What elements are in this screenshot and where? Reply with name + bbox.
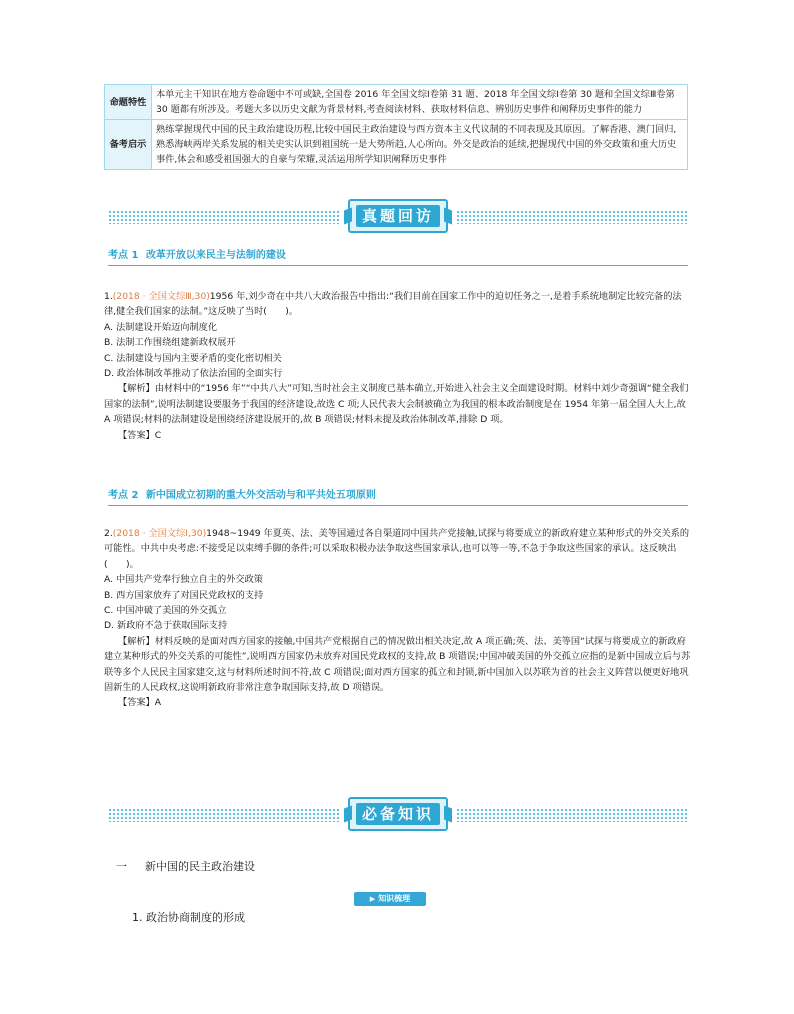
question-stem	[104, 526, 692, 572]
table-label-cell: 备考启示	[105, 120, 152, 170]
table-label-cell: 命题特性	[105, 85, 152, 120]
kaodian-heading-2	[108, 489, 688, 506]
section-banner-zhenti	[108, 198, 688, 238]
section-heading	[116, 858, 255, 874]
question-source: (2018 · 全国文综Ⅲ,30)	[112, 291, 210, 302]
question-source: (2018 · 全国文综Ⅰ,30)	[112, 528, 207, 539]
option-d: D. 政治体制改革推动了依法治国的全面实行	[104, 368, 283, 380]
dotted-divider-left	[108, 210, 340, 224]
option-b: B. 西方国家放弃了对国民党政权的支持	[104, 589, 264, 601]
knowledge-tag-label: 知识梳理	[378, 894, 411, 903]
question-1	[104, 289, 692, 443]
play-arrow-icon: ▶	[369, 895, 376, 903]
table-content-cell: 本单元主干知识在地方卷命题中不可或缺,全国卷 2016 年全国文综Ⅰ卷第 31 题、2018 年全国文综Ⅰ卷第 30 题和全国文综Ⅲ卷第 30 题都有所涉及。考题大多以历史文献为背景材料,考查阅读材料、获取材料信息、辨别历史事件和阐释历史事件的能力	[152, 85, 688, 120]
question-number: 2.	[104, 528, 113, 539]
info-table	[104, 84, 688, 170]
option-d: D. 新政府不急于获取国际支持	[104, 620, 228, 632]
option-c: C. 法制建设与国内主要矛盾的变化密切相关	[104, 352, 282, 364]
kaodian-number: 考点 2	[108, 490, 139, 501]
analysis-text: 【解析】材料反映的是面对西方国家的接触,中国共产党根据自己的情况做出相关决定,故 A 项正确;英、法、美等国“试探与将要成立的新政府建立某种形式的外交关系的可能性”,说明西方国家仍未放弃对国民党政权的支持,故 B 项错误;中国冲破美国的外交孤立应指的是新中国成立后与苏联等多个人民民主国家建交,这与材料所述时间不符,故 C 项错误;面对西方国家的孤立和封锁,新中国加入以苏联为首的社会主义阵营以便更好地巩固新生的人民政权,这说明新政府非常注意争取国际支持,故 D 项错误。	[104, 635, 691, 694]
question-stem	[104, 289, 692, 320]
kaodian-title: 改革开放以来民主与法制的建设	[145, 250, 286, 261]
answer-text: 【答案】C	[118, 429, 162, 441]
option-c: C. 中国冲破了美国的外交孤立	[104, 605, 227, 617]
question-2	[104, 526, 692, 711]
dotted-divider-left	[108, 808, 340, 822]
banner-title: 真题回访	[356, 205, 440, 227]
question-number: 1.	[104, 291, 113, 302]
answer-text: 【答案】A	[118, 697, 162, 709]
section-banner-bibei	[108, 796, 688, 836]
banner-badge	[348, 199, 448, 233]
kaodian-title: 新中国成立初期的重大外交活动与和平共处五项原则	[145, 490, 376, 501]
table-row	[105, 85, 688, 120]
question-text: 1948~1949 年夏英、法、美等国通过各自渠道同中国共产党接触,试探与将要成立的新政府建立某种形式的外交关系的可能性。中共中央考虑:不接受足以束缚手脚的条件;可以采取积极办法争取这些国家承认,也可以等一等,不急于争取这些国家的承认。这反映出( )。	[104, 528, 690, 570]
option-a: A. 法制建设开始迈向制度化	[104, 321, 218, 333]
question-text: 1956 年,刘少奇在中共八大政治报告中指出:“我们目前在国家工作中的迫切任务之一,是着手系统地制定比较完备的法律,健全我们国家的法制。”这反映了当时( )。	[104, 291, 682, 318]
section-title: 新中国的民主政治建设	[145, 860, 255, 873]
knowledge-tag	[354, 892, 426, 906]
banner-badge	[348, 797, 448, 831]
section-number: 一	[116, 860, 127, 873]
subsection-heading: 1. 政治协商制度的形成	[132, 911, 245, 924]
kaodian-number: 考点 1	[108, 250, 139, 261]
option-b: B. 法制工作围绕组建新政权展开	[104, 337, 236, 349]
kaodian-heading-1	[108, 249, 688, 266]
analysis-text: 【解析】由材料中的“1956 年”“中共八大”可知,当时社会主义制度已基本确立,开始进入社会主义全面建设时期。材料中刘少奇强调“健全我们国家的法制”,说明法制建设要服务于我国的经济建设,故选 C 项;人民代表大会制被确立为我国的根本政治制度是在 1954 年第一届全国人大上,故 A 项错误;材料的法制建设是围绕经济建设展开的,故 B 项错误;材料未提及政治体制改革,排除 D 项。	[104, 383, 689, 426]
dotted-divider-right	[456, 808, 688, 822]
option-a: A. 中国共产党奉行独立自主的外交政策	[104, 574, 263, 586]
table-row	[105, 120, 688, 170]
dotted-divider-right	[456, 210, 688, 224]
table-content-cell: 熟练掌握现代中国的民主政治建设历程,比较中国民主政治建设与西方资本主义代议制的不同表现及其原因。了解香港、澳门回归,熟悉海峡两岸关系发展的相关史实认识到祖国统一是大势所趋,人心所向。外交是政治的延续,把握现代中国的外交政策和重大历史事件,体会和感受祖国强大的自豪与荣耀,灵活运用所学知识阐释历史事件	[152, 120, 688, 170]
banner-title: 必备知识	[356, 803, 440, 825]
